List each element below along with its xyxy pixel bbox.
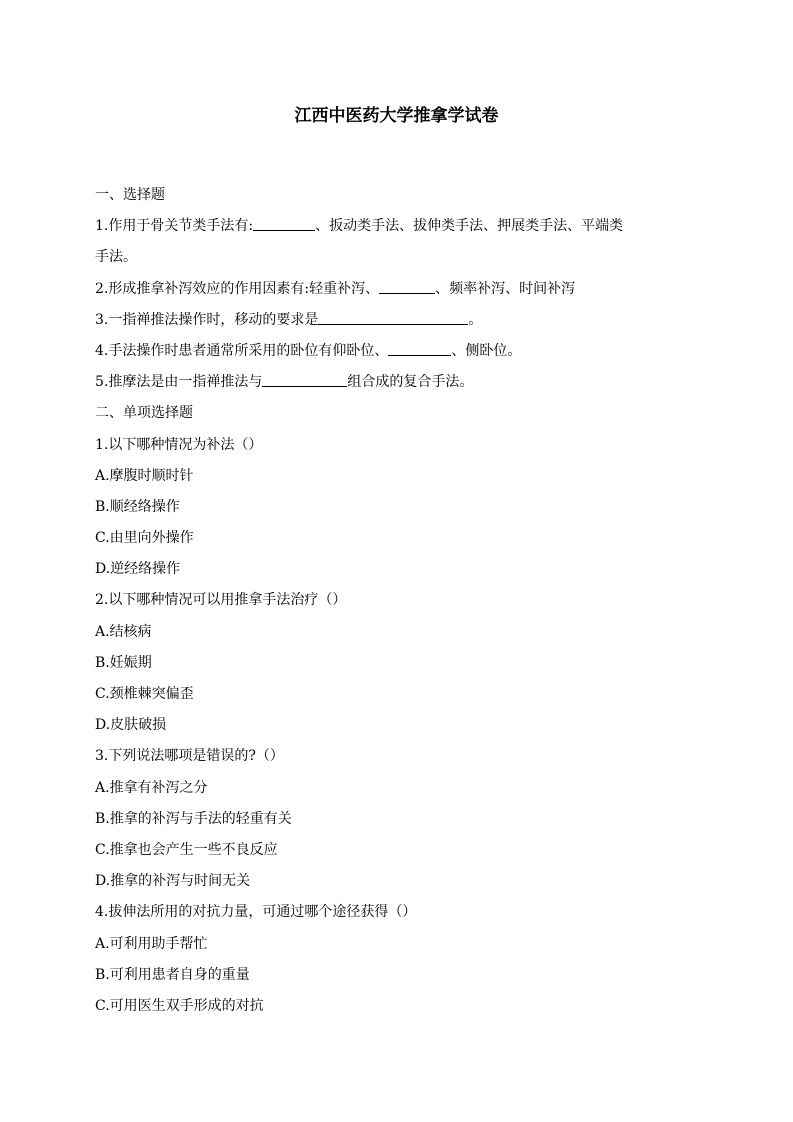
answer-option: D.皮肤破损: [95, 717, 167, 734]
section-heading: 一、选择题: [95, 187, 165, 203]
question-text: 。: [468, 311, 483, 328]
question-text: 组合成的复合手法。: [347, 374, 474, 391]
answer-option: D.推拿的补泻与时间无关: [95, 873, 251, 890]
answer-option: B.妊娠期: [95, 654, 152, 671]
fill-question-5: [95, 367, 700, 398]
answer-option: C.推拿也会产生一些不良反应: [95, 841, 278, 858]
question-text: 5.推摩法是由一指禅推法与: [95, 374, 263, 391]
answer-option: A.推拿有补泻之分: [95, 779, 208, 796]
answer-option: A.摩腹时顺时针: [95, 467, 194, 484]
answer-option: C.由里向外操作: [95, 530, 194, 547]
question-text: 4.手法操作时患者通常所采用的卧位有仰卧位、: [95, 342, 389, 359]
question-text: 、扳动类手法、拔伸类手法、押展类手法、平端类: [315, 218, 624, 235]
answer-option: D.逆经络操作: [95, 561, 181, 578]
exam-title: 江西中医药大学推拿学试卷: [294, 106, 499, 126]
fill-question-3: [95, 305, 700, 336]
answer-blank: [379, 277, 435, 294]
fill-question-4: [95, 336, 700, 367]
answer-option: A.结核病: [95, 623, 152, 640]
answer-option: C.颈椎棘突偏歪: [95, 686, 194, 702]
question-stem: 4.拔伸法所用的对抗力量，可通过哪个途径获得（）: [95, 904, 417, 921]
question-stem: 2.以下哪种情况可以用推拿手法治疗（）: [95, 592, 347, 609]
question-stem: 3.下列说法哪项是错误的?（）: [95, 748, 284, 765]
fill-question-1-continued: 手法。: [95, 249, 137, 266]
answer-option: B.可利用患者自身的重量: [95, 966, 250, 983]
question-text: 、侧卧位。: [451, 342, 522, 359]
answer-blank: [318, 308, 468, 325]
answer-blank: [388, 339, 451, 356]
answer-blank: [262, 370, 347, 387]
answer-option: C.可用医生双手形成的对抗: [95, 997, 264, 1014]
exam-content: [95, 180, 700, 1022]
fill-question-1: [95, 211, 700, 242]
answer-option: B.顺经络操作: [95, 498, 180, 515]
answer-option: A.可利用助手帮忙: [95, 935, 208, 952]
question-text: 3.一指禅推法操作时，移动的要求是: [95, 311, 319, 328]
question-text: 、频率补泻、时间补泻: [435, 280, 576, 297]
fill-question-2: [95, 274, 700, 305]
answer-blank: [253, 214, 315, 231]
question-text: 2.形成推拿补泻效应的作用因素有:轻重补泻、: [95, 280, 380, 297]
question-text: 1.作用于骨关节类手法有:: [95, 218, 254, 235]
answer-option: B.推拿的补泻与手法的轻重有关: [95, 810, 292, 827]
question-stem: 1.以下哪种情况为补法（）: [95, 436, 263, 453]
section-heading: 二、单项选择题: [95, 405, 193, 422]
